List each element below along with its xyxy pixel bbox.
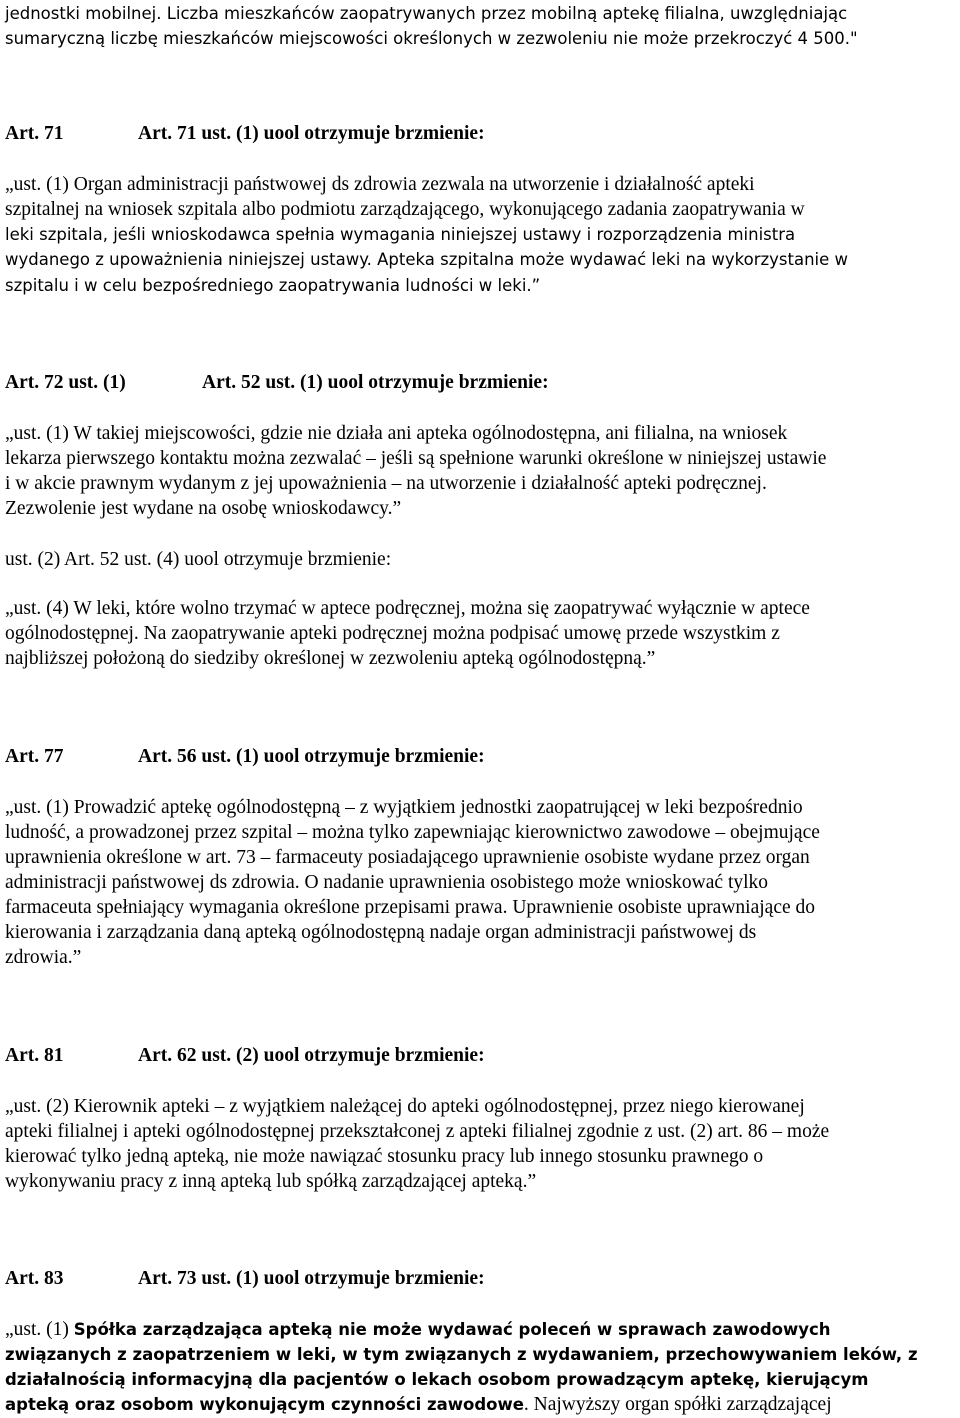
new-article-ref: Art. 62 ust. (2) uool otrzymuje brzmienie: bbox=[138, 1045, 485, 1066]
section-5-line-1-bold: Spółka zarządzająca apteką nie może wydawać poleceń w sprawach zawodowych bbox=[73, 1320, 831, 1339]
section-2-sub-line-1: „ust. (4) W leki, które wolno trzymać w aptece podręcznej, można się zaopatrywać wyłącznie w aptece bbox=[5, 598, 810, 619]
section-1-line-5: szpitalu i w celu bezpośredniego zaopatrywania ludności w leki.” bbox=[5, 276, 541, 295]
section-header-art-81 bbox=[5, 1043, 485, 1068]
section-2-line-1: „ust. (1) W takiej miejscowości, gdzie nie działa ani apteka ogólnodostępna, ani filialna, na wniosek bbox=[5, 423, 788, 444]
section-header-art-71 bbox=[5, 121, 485, 146]
section-3-line-5: farmaceuta spełniający wymagania określone przepisami prawa. Uprawnienie osobiste uprawniające do bbox=[5, 897, 816, 918]
section-3-line-3: uprawnienia określone w art. 73 – farmaceuty posiadającego uprawnienie osobiste wydane przez organ bbox=[5, 847, 810, 868]
new-article-ref: Art. 56 ust. (1) uool otrzymuje brzmienie: bbox=[138, 746, 485, 767]
section-3-line-2: ludność, a prowadzonej przez szpital – można tylko zapewniając kierownictwo zawodowe – obejmujące bbox=[5, 822, 820, 843]
section-4-line-1: „ust. (2) Kierownik apteki – z wyjątkiem należącej do apteki ogólnodostępnej, przez niego kierowanej bbox=[5, 1096, 805, 1117]
old-article-ref: Art. 72 ust. (1) bbox=[5, 372, 126, 393]
section-5-line-1-prefix: „ust. (1) bbox=[5, 1319, 74, 1340]
old-article-ref: Art. 83 bbox=[5, 1268, 64, 1289]
section-2-sub-line-3: najbliższej położoną do siedziby określonej w zezwoleniu apteką ogólnodostępną.” bbox=[5, 648, 656, 669]
section-2-subheader: ust. (2) Art. 52 ust. (4) uool otrzymuje brzmienie: bbox=[5, 549, 392, 570]
section-5-line-1 bbox=[5, 1317, 957, 1342]
section-1-line-1: „ust. (1) Organ administracji państwowej ds zdrowia zezwala na utworzenie i działalność apteki bbox=[5, 174, 755, 195]
section-2-line-4: Zezwolenie jest wydane na osobę wnioskodawcy.” bbox=[5, 498, 402, 519]
section-4-line-3: kierować tylko jedną apteką, nie może nawiązać stosunku pracy lub innego stosunku prawnego o bbox=[5, 1146, 764, 1167]
old-article-ref: Art. 77 bbox=[5, 746, 64, 767]
section-2-line-3: i w akcie prawnym wydanym z jej upoważnienia – na utworzenie i działalność apteki podręcznej. bbox=[5, 473, 767, 494]
section-header-art-72 bbox=[5, 370, 549, 395]
section-3-line-7: zdrowia.” bbox=[5, 947, 82, 968]
intro-line-2: sumaryczną liczbę mieszkańców miejscowości określonych w zezwoleniu nie może przekroczyć 4 500." bbox=[5, 29, 858, 48]
section-5-line-4-bold: apteką oraz osobom wykonującym czynności zawodowe bbox=[5, 1395, 524, 1414]
intro-line-1: jednostki mobilnej. Liczba mieszkańców zaopatrywanych przez mobilną aptekę filialna, uwzględniając bbox=[5, 4, 848, 23]
new-article-ref: Art. 52 ust. (1) uool otrzymuje brzmienie: bbox=[202, 372, 549, 393]
new-article-ref: Art. 73 ust. (1) uool otrzymuje brzmienie: bbox=[138, 1268, 485, 1289]
section-5-line-4-rest: . Najwyższy organ spółki zarządzającej bbox=[523, 1394, 832, 1415]
section-3-line-1: „ust. (1) Prowadzić aptekę ogólnodostępną – z wyjątkiem jednostki zaopatrującej w leki bezpośrednio bbox=[5, 797, 803, 818]
old-article-ref: Art. 71 bbox=[5, 123, 64, 144]
section-3-line-4: administracji państwowej ds zdrowia. O nadanie uprawnienia osobistego może wnioskować tylko bbox=[5, 872, 769, 893]
section-1-line-4: wydanego z upoważnienia niniejszej ustawy. Apteka szpitalna może wydawać leki na wykorzystanie w bbox=[5, 250, 849, 269]
section-1-line-3: leki szpitala, jeśli wnioskodawca spełnia wymagania niniejszej ustawy i rozporządzenia ministra bbox=[5, 225, 796, 244]
section-header-art-83 bbox=[5, 1266, 485, 1291]
old-article-ref: Art. 81 bbox=[5, 1045, 64, 1066]
section-3-line-6: kierowania i zarządzania daną apteką ogólnodostępną nadaje organ administracji państwowej ds bbox=[5, 922, 757, 943]
section-5-line-2: związanych z zaopatrzeniem w leki, w tym związanych z wydawaniem, przechowywaniem leków, z bbox=[5, 1345, 918, 1364]
section-2-line-2: lekarza pierwszego kontaktu można zezwalać – jeśli są spełnione warunki określone w niniejszej ustawie bbox=[5, 448, 827, 469]
new-article-ref: Art. 71 ust. (1) uool otrzymuje brzmienie: bbox=[138, 123, 485, 144]
section-5-line-3: działalnością informacyjną dla pacjentów o lekach osobom prowadzącym aptekę, kierującym bbox=[5, 1370, 869, 1389]
section-header-art-77 bbox=[5, 744, 485, 769]
section-1-line-2: szpitalnej na wniosek szpitala albo podmiotu zarządzającego, wykonującego zadania zaopatrywania w bbox=[5, 199, 805, 220]
section-4-line-2: apteki filialnej i apteki ogólnodostępnej przekształconej z apteki filialnej zgodnie z ust. (2) art. 86 – może bbox=[5, 1121, 830, 1142]
section-5-line-4 bbox=[5, 1392, 957, 1417]
section-2-sub-line-2: ogólnodostępnej. Na zaopatrywanie apteki podręcznej można podpisać umowę przede wszystkim z bbox=[5, 623, 780, 644]
section-4-line-4: wykonywaniu pracy z inną apteką lub spółką zarządzającej apteką.” bbox=[5, 1171, 537, 1192]
